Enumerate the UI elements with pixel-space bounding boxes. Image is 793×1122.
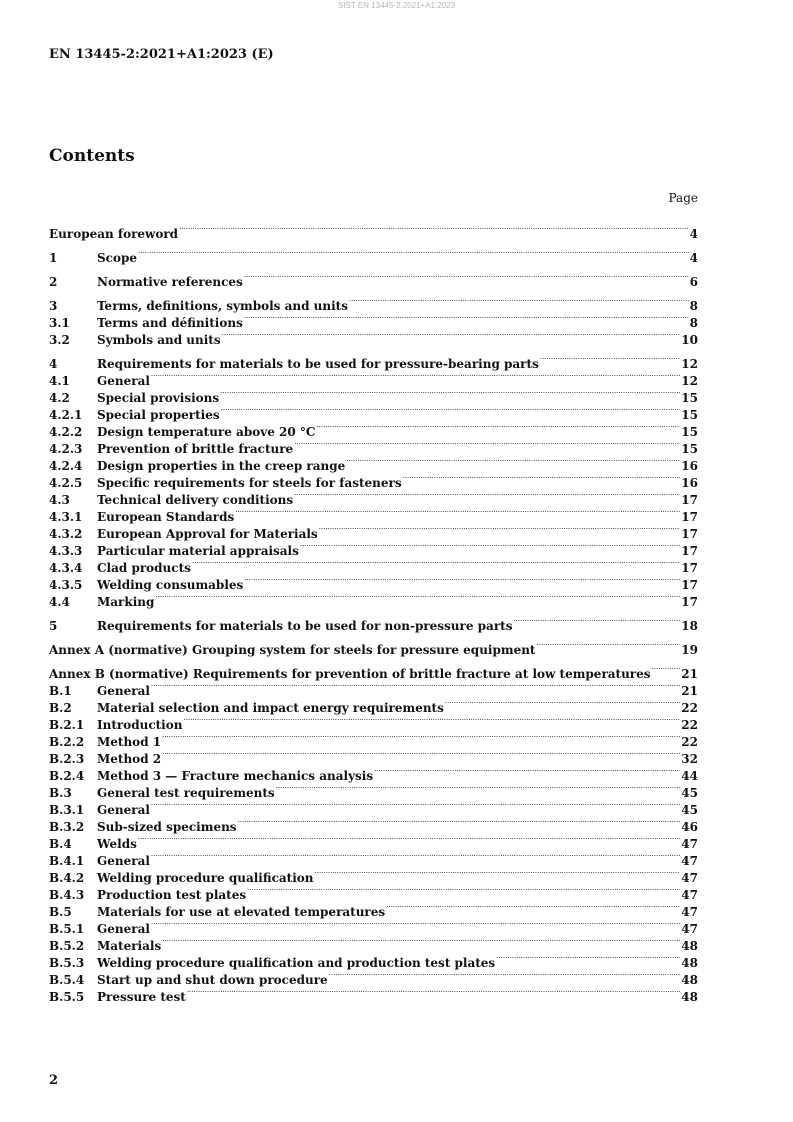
- toc-dot-leader: [319, 521, 681, 538]
- toc-entry[interactable]: [49, 221, 698, 241]
- toc-entry-title: Annex A (normative) Grouping system for steels for pressure equipment: [49, 643, 536, 657]
- toc-entry-page: 22: [681, 718, 698, 732]
- document-id: EN 13445-2:2021+A1:2023 (E): [49, 47, 274, 62]
- toc-entry-title: Technical delivery conditions: [97, 493, 294, 507]
- toc-dot-leader: [276, 780, 681, 797]
- toc-entry-title: Design temperature above 20 °C: [97, 425, 316, 439]
- toc-dot-leader: [151, 678, 680, 695]
- toc-entry-title: Pressure test: [97, 990, 186, 1004]
- toc-entry-page: 44: [681, 769, 698, 783]
- toc-entry-page: 17: [681, 578, 698, 592]
- toc-dot-leader: [162, 729, 680, 746]
- toc-entry-title: General: [97, 684, 150, 698]
- toc-entry-page: 48: [681, 956, 698, 970]
- toc-dot-leader: [187, 984, 680, 1001]
- toc-entry-number: 3: [49, 299, 58, 313]
- toc-entry-page: 4: [689, 227, 698, 241]
- toc-entry-number: 4.2.1: [49, 408, 83, 422]
- toc-dot-leader: [138, 245, 689, 262]
- toc-entry-number: B.4: [49, 837, 72, 851]
- toc-entry-page: 16: [681, 476, 698, 490]
- toc-dot-leader: [247, 882, 680, 899]
- toc-entry-title: European Standards: [97, 510, 235, 524]
- toc-entry-title: General: [97, 922, 150, 936]
- toc-entry-title: Clad products: [97, 561, 191, 575]
- toc-entry-page: 17: [681, 544, 698, 558]
- toc-dot-leader: [151, 368, 680, 385]
- toc-entry-title: Welds: [97, 837, 137, 851]
- toc-dot-leader: [192, 555, 680, 572]
- toc-entry-number: B.4.2: [49, 871, 85, 885]
- toc-entry-number: 3.2: [49, 333, 70, 347]
- toc-entry-page: 15: [681, 408, 698, 422]
- toc-entry-title: General: [97, 854, 150, 868]
- toc-entry-number: B.3.2: [49, 820, 85, 834]
- toc-dot-leader: [294, 487, 680, 504]
- toc-entry-number: B.5.2: [49, 939, 85, 953]
- toc-dot-leader: [220, 385, 680, 402]
- toc-dot-leader: [386, 899, 680, 916]
- toc-entry-page: 46: [681, 820, 698, 834]
- toc-entry-number: 4.3.4: [49, 561, 83, 575]
- toc-dot-leader: [244, 310, 689, 327]
- toc-entry-page: 12: [681, 374, 698, 388]
- toc-entry-number: B.5.3: [49, 956, 85, 970]
- toc-dot-leader: [244, 572, 680, 589]
- toc-entry-page: 45: [681, 803, 698, 817]
- toc-entry-title: European foreword: [49, 227, 179, 241]
- toc-entry-number: B.3: [49, 786, 72, 800]
- toc-dot-leader: [138, 831, 680, 848]
- toc-entry[interactable]: [49, 245, 698, 265]
- toc-entry-page: 17: [681, 493, 698, 507]
- toc-entry-number: 4.2: [49, 391, 70, 405]
- toc-dot-leader: [315, 865, 681, 882]
- toc-entry-title: Special properties: [97, 408, 220, 422]
- toc-entry-number: 4: [49, 357, 58, 371]
- toc-entry-number: 4.1: [49, 374, 70, 388]
- toc-entry-page: 10: [681, 333, 698, 347]
- toc-entry-number: B.5.5: [49, 990, 85, 1004]
- toc-dot-leader: [403, 470, 681, 487]
- toc-entry-title: Welding procedure qualification and production test plates: [97, 956, 496, 970]
- toc-dot-leader: [496, 950, 680, 967]
- toc-dot-leader: [346, 453, 680, 470]
- toc-entry[interactable]: [49, 848, 698, 868]
- toc-entry-title: Requirements for materials to be used for non-pressure parts: [97, 619, 513, 633]
- toc-entry-page: 6: [689, 275, 698, 289]
- toc-dot-leader: [513, 613, 680, 630]
- toc-entry-page: 48: [681, 939, 698, 953]
- toc-dot-leader: [540, 351, 681, 368]
- toc-entry-page: 47: [681, 905, 698, 919]
- toc-entry-page: 17: [681, 561, 698, 575]
- toc-entry-page: 17: [681, 595, 698, 609]
- toc-entry[interactable]: [49, 831, 698, 851]
- toc-entry-page: 18: [681, 619, 698, 633]
- toc-entry-page: 12: [681, 357, 698, 371]
- toc-entry[interactable]: [49, 661, 698, 681]
- toc-entry-title: General: [97, 803, 150, 817]
- toc-entry-page: 32: [681, 752, 698, 766]
- toc-entry-number: 5: [49, 619, 58, 633]
- toc-entry-title: Method 1: [97, 735, 162, 749]
- toc-dot-leader: [536, 637, 680, 654]
- page-number: 2: [49, 1073, 59, 1088]
- toc-entry[interactable]: [49, 269, 698, 289]
- toc-entry-number: 4.3.3: [49, 544, 83, 558]
- toc-entry-title: Start up and shut down procedure: [97, 973, 328, 987]
- toc-entry-page: 21: [681, 684, 698, 698]
- toc-entry-page: 17: [681, 527, 698, 541]
- toc-entry[interactable]: [49, 637, 698, 657]
- toc-entry-number: 4.3.5: [49, 578, 83, 592]
- toc-dot-leader: [374, 763, 680, 780]
- toc-dot-leader: [235, 504, 680, 521]
- toc-entry-number: B.2.4: [49, 769, 85, 783]
- toc-dot-leader: [155, 589, 680, 606]
- toc-dot-leader: [222, 327, 681, 344]
- toc-entry-number: B.5.4: [49, 973, 85, 987]
- toc-entry-title: Symbols and units: [97, 333, 221, 347]
- toc-entry-page: 48: [681, 973, 698, 987]
- toc-entry-title: Scope: [97, 251, 138, 265]
- toc-entry-number: 4.3: [49, 493, 70, 507]
- toc-dot-leader: [244, 269, 689, 286]
- toc-entry-title: Method 3 — Fracture mechanics analysis: [97, 769, 374, 783]
- toc-entry-title: Specific requirements for steels for fasteners: [97, 476, 402, 490]
- toc-entry-page: 48: [681, 990, 698, 1004]
- toc-entry-title: General: [97, 374, 150, 388]
- toc-entry-title: Welding procedure qualification: [97, 871, 314, 885]
- toc-entry-page: 47: [681, 922, 698, 936]
- toc-dot-leader: [151, 797, 680, 814]
- toc-entry-number: B.5: [49, 905, 72, 919]
- toc-entry-page: 15: [681, 425, 698, 439]
- toc-entry-page: 47: [681, 854, 698, 868]
- toc-entry-number: B.2.1: [49, 718, 85, 732]
- toc-dot-leader: [151, 916, 680, 933]
- toc-entry-number: B.2: [49, 701, 72, 715]
- toc-entry-number: B.3.1: [49, 803, 85, 817]
- toc-entry-page: 8: [689, 299, 698, 313]
- toc-dot-leader: [238, 814, 681, 831]
- toc-entry-number: B.2.3: [49, 752, 85, 766]
- toc-dot-leader: [179, 221, 689, 238]
- toc-entry-number: B.4.1: [49, 854, 85, 868]
- toc-dot-leader: [329, 967, 681, 984]
- toc-dot-leader: [652, 661, 681, 678]
- toc-entry-page: 47: [681, 837, 698, 851]
- toc-entry-title: Prevention of brittle fracture: [97, 442, 294, 456]
- toc-entry-title: Terms, definitions, symbols and units: [97, 299, 348, 313]
- toc-entry-title: Introduction: [97, 718, 183, 732]
- toc-entry-number: 4.2.2: [49, 425, 83, 439]
- toc-dot-leader: [349, 293, 689, 310]
- toc-entry-number: 4.2.5: [49, 476, 83, 490]
- toc-entry-title: Method 2: [97, 752, 162, 766]
- toc-entry-title: Marking: [97, 595, 155, 609]
- toc-entry-number: 4.4: [49, 595, 70, 609]
- toc-entry-number: 4.3.2: [49, 527, 83, 541]
- toc-entry-page: 22: [681, 701, 698, 715]
- toc-entry-number: 4.2.3: [49, 442, 83, 456]
- contents-heading: Contents: [49, 146, 135, 166]
- toc-entry-number: B.5.1: [49, 922, 85, 936]
- toc-entry-title: Material selection and impact energy requirements: [97, 701, 444, 715]
- watermark: SIST EN 13445-2:2021+A1:2023: [337, 1, 456, 10]
- toc-entry-title: Materials: [97, 939, 162, 953]
- toc-entry-title: Requirements for materials to be used for pressure-bearing parts: [97, 357, 539, 371]
- toc-entry-title: Particular material appraisals: [97, 544, 299, 558]
- toc-dot-leader: [151, 848, 680, 865]
- toc-entry-title: Materials for use at elevated temperatures: [97, 905, 386, 919]
- toc-entry-page: 19: [681, 643, 698, 657]
- toc-dot-leader: [300, 538, 680, 555]
- toc-entry-page: 4: [689, 251, 698, 265]
- toc-entry[interactable]: [49, 293, 698, 313]
- toc-entry-page: 16: [681, 459, 698, 473]
- toc-dot-leader: [294, 436, 680, 453]
- toc-entry-title: European Approval for Materials: [97, 527, 318, 541]
- toc-entry-title: Welding consumables: [97, 578, 244, 592]
- toc-entry-page: 17: [681, 510, 698, 524]
- toc-entry-title: Normative references: [97, 275, 243, 289]
- toc-entry-page: 21: [681, 667, 698, 681]
- toc-dot-leader: [162, 746, 680, 763]
- toc-entry-title: Annex B (normative) Requirements for prevention of brittle fracture at low temperatures: [49, 667, 651, 681]
- toc-entry-page: 47: [681, 871, 698, 885]
- toc-entry-page: 15: [681, 391, 698, 405]
- toc-entry[interactable]: [49, 351, 698, 371]
- table-of-contents: [49, 221, 698, 1004]
- toc-entry-title: Production test plates: [97, 888, 247, 902]
- toc-entry-number: B.1: [49, 684, 72, 698]
- toc-entry-page: 8: [689, 316, 698, 330]
- toc-entry-number: 3.1: [49, 316, 70, 330]
- toc-entry[interactable]: [49, 613, 698, 633]
- toc-entry-page: 22: [681, 735, 698, 749]
- toc-entry-number: 1: [49, 251, 58, 265]
- toc-entry-title: Design properties in the creep range: [97, 459, 346, 473]
- page-column-label: Page: [668, 191, 698, 205]
- toc-dot-leader: [445, 695, 680, 712]
- toc-dot-leader: [316, 419, 680, 436]
- toc-entry-title: Sub-sized specimens: [97, 820, 237, 834]
- toc-entry-page: 47: [681, 888, 698, 902]
- toc-dot-leader: [183, 712, 680, 729]
- toc-dot-leader: [162, 933, 680, 950]
- toc-dot-leader: [221, 402, 681, 419]
- toc-entry-title: Special provisions: [97, 391, 220, 405]
- toc-entry-title: Terms and définitions: [97, 316, 243, 330]
- toc-entry-number: B.4.3: [49, 888, 85, 902]
- toc-entry-number: 2: [49, 275, 58, 289]
- toc-entry-number: 4.3.1: [49, 510, 83, 524]
- toc-entry-title: General test requirements: [97, 786, 275, 800]
- toc-entry-number: B.2.2: [49, 735, 85, 749]
- toc-entry-page: 15: [681, 442, 698, 456]
- toc-entry-page: 45: [681, 786, 698, 800]
- toc-entry-number: 4.2.4: [49, 459, 83, 473]
